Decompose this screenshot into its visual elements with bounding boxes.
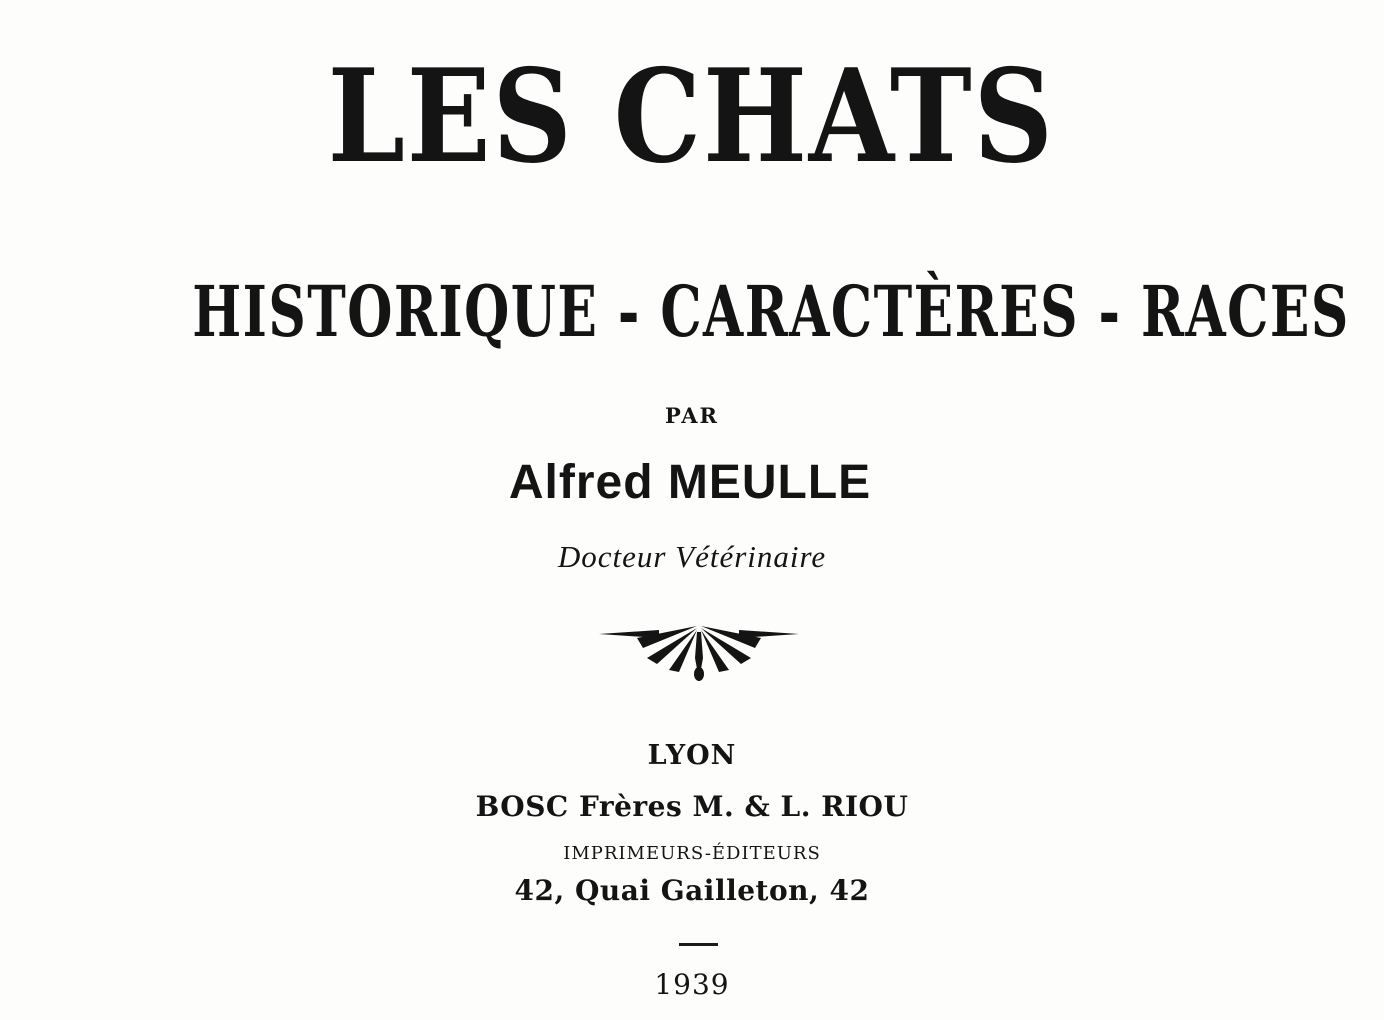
author-name: Alfred MEULLE — [508, 456, 872, 509]
book-subtitle: HISTORIQUE - CARACTÈRES - RACES — [192, 270, 1350, 353]
publication-year: 1939 — [654, 968, 730, 1001]
publisher-address: 42, Quai Gailleton, 42 — [514, 874, 870, 907]
book-title: LES CHATS — [327, 42, 1055, 192]
publication-city: LYON — [647, 740, 737, 771]
by-label: PAR — [664, 403, 719, 428]
author-profession: Docteur Vétérinaire — [557, 539, 827, 574]
publisher-name: BOSC Frères M. & L. RIOU — [475, 790, 909, 823]
divider-rule — [679, 943, 718, 946]
fleuron-ornament-icon — [597, 618, 801, 682]
publisher-role: IMPRIMEURS-ÉDITEURS — [563, 843, 821, 864]
